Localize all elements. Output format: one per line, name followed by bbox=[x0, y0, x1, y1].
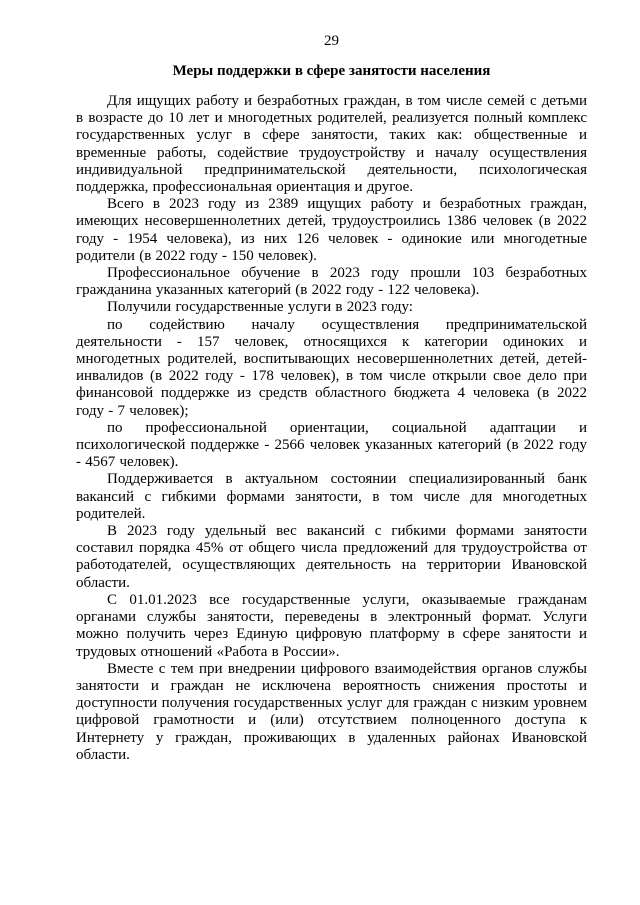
page-number: 29 bbox=[324, 33, 339, 49]
document-title: Меры поддержки в сфере занятости населения bbox=[172, 63, 491, 79]
paragraph: С 01.01.2023 все государственные услуги, оказываемые гражданам органами службы занятости, переведены в электронный формат. Услуги можно получить через Единую цифровую платформу в сфере занятости и трудовых отношений «Работа в России». bbox=[76, 591, 587, 660]
paragraph: по содействию началу осуществления предпринимательской деятельности - 157 человек, относящихся к категории одиноких и многодетных родителей, воспитывающих несовершеннолетних детей, детей-инвалидов (в 2022 году - 178 человек), в том числе открыли свое дело при финансовой поддержке из средств областного бюджета 4 человека (в 2022 году - 7 человек); bbox=[76, 316, 587, 419]
paragraph: Получили государственные услуги в 2023 году: bbox=[107, 299, 413, 316]
paragraph: Всего в 2023 году из 2389 ищущих работу и безработных граждан, имеющих несовершеннолетних детей, трудоустроились 1386 человек (в 2022 году - 1954 человека), из них 126 человек - одинокие или многодетные родители (в 2022 году - 150 человек). bbox=[76, 196, 587, 264]
paragraph: В 2023 году удельный вес вакансий с гибкими формами занятости составил порядка 45% от общего числа предложений для трудоустройства от работодателей, осуществляющих деятельность на территории Ивановской области. bbox=[76, 523, 587, 591]
paragraph: Поддерживается в актуальном состоянии специализированный банк вакансий с гибкими формами занятости, в том числе для многодетных родителей. bbox=[76, 471, 587, 522]
paragraph: Профессиональное обучение в 2023 году прошли 103 безработных гражданина указанных категорий (в 2022 году - 122 человека). bbox=[76, 265, 587, 299]
paragraph: Для ищущих работу и безработных граждан, в том числе семей с детьми в возрасте до 10 лет и многодетных родителей, реализуется полный комплекс государственных услуг в сфере занятости, таких как: общественные и временные работы, содействие трудоустройству и началу осуществления индивидуальной предпринимательской деятельности, психологическая поддержка, профессиональная ориентация и другое. bbox=[76, 93, 587, 196]
paragraph: Вместе с тем при внедрении цифрового взаимодействия органов службы занятости и граждан не исключена вероятность снижения простоты и доступности получения государственных услуг для граждан с низким уровнем цифровой грамотности и (или) отсутствием полноценного доступа к Интернету у граждан, проживающих в удаленных районах Ивановской области. bbox=[76, 660, 587, 763]
paragraph: по профессиональной ориентации, социальной адаптации и психологической поддержке - 2566 человек указанных категорий (в 2022 году - 4567 человек). bbox=[76, 419, 587, 471]
document-body bbox=[76, 93, 587, 764]
